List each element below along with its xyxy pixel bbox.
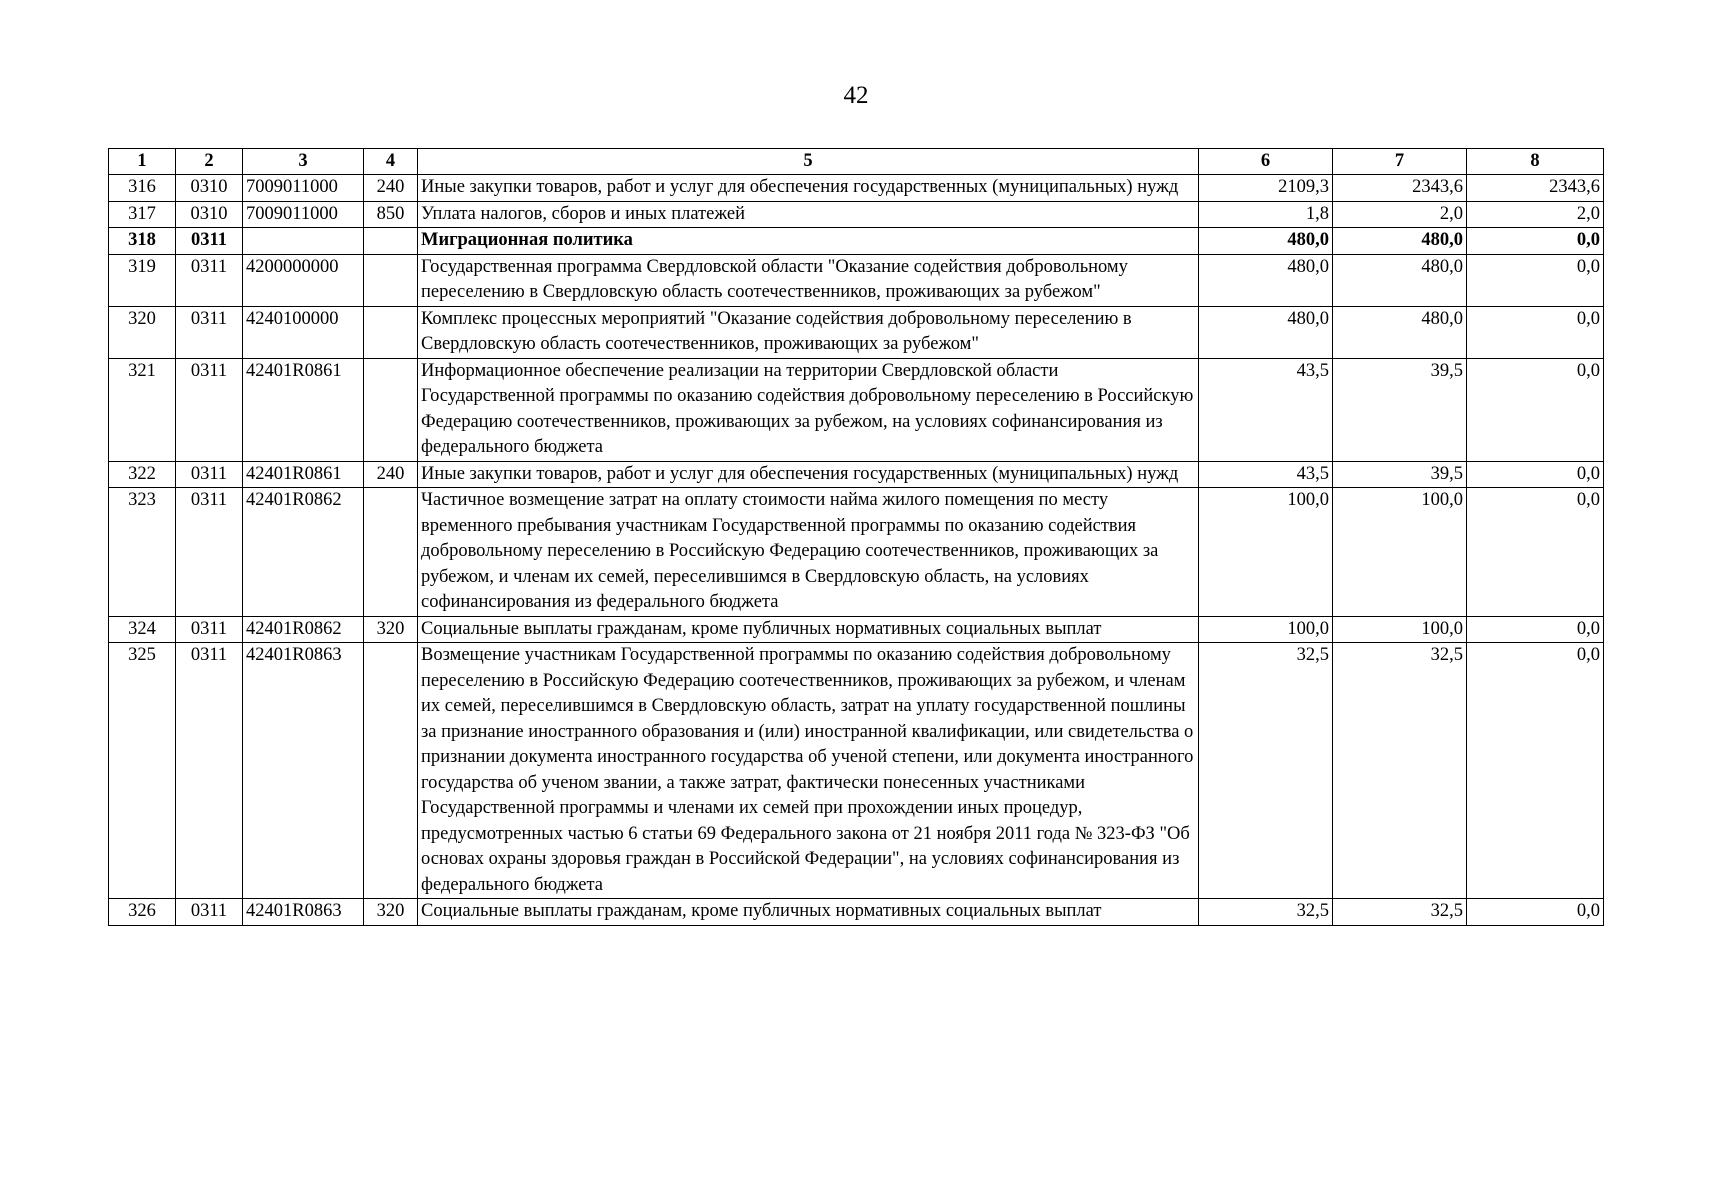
amount-col7-cell: 2,0 (1333, 201, 1467, 228)
section-code-cell: 0310 (176, 201, 243, 228)
header-col-4: 4 (364, 149, 418, 175)
table-row (109, 306, 1604, 358)
row-number-cell: 321 (109, 358, 176, 461)
header-col-3: 3 (243, 149, 364, 175)
amount-col7-cell: 39,5 (1333, 358, 1467, 461)
amount-col7-cell: 2343,6 (1333, 175, 1467, 202)
table-body (109, 175, 1604, 926)
amount-col7-cell: 100,0 (1333, 488, 1467, 617)
expense-kind-cell: 320 (364, 899, 418, 926)
amount-col8-cell: 0,0 (1467, 899, 1604, 926)
section-code-cell: 0311 (176, 461, 243, 488)
amount-col8-cell: 0,0 (1467, 488, 1604, 617)
item-name-cell: Возмещение участникам Государственной программы по оказанию содействия добровольному переселению в Российскую Федерацию соотечественников, проживающих за рубежом, и членам их семей, переселившимся в Свердловскую область, затрат на уплату государственной пошлины за признание иностранного образования и (или) иностранной квалификации, или свидетельства о признании документа иностранного государства об ученой степени, или документа иностранного государства об ученом звании, а также затрат, фактически понесенных участниками Государственной программы и членами их семей при прохождении иных процедур, предусмотренных частью 6 статьи 69 Федерального закона от 21 ноября 2011 года № 323-ФЗ "Об основах охраны здоровья граждан в Российской Федерации", на условиях софинансирования из федерального бюджета (418, 643, 1199, 899)
target-code-cell: 4200000000 (243, 254, 364, 306)
amount-col8-cell: 0,0 (1467, 228, 1604, 255)
header-col-6: 6 (1199, 149, 1333, 175)
target-code-cell: 42401R0861 (243, 358, 364, 461)
target-code-cell: 42401R0863 (243, 643, 364, 899)
amount-col6-cell: 2109,3 (1199, 175, 1333, 202)
table-row (109, 616, 1604, 643)
expense-kind-cell (364, 488, 418, 617)
amount-col8-cell: 0,0 (1467, 461, 1604, 488)
section-code-cell: 0311 (176, 616, 243, 643)
section-code-cell: 0311 (176, 488, 243, 617)
expense-kind-cell (364, 306, 418, 358)
expense-kind-cell (364, 254, 418, 306)
table-row (109, 899, 1604, 926)
item-name-cell: Иные закупки товаров, работ и услуг для обеспечения государственных (муниципальных) нужд (418, 461, 1199, 488)
table-row (109, 643, 1604, 899)
header-col-1: 1 (109, 149, 176, 175)
amount-col8-cell: 0,0 (1467, 616, 1604, 643)
row-number-cell: 317 (109, 201, 176, 228)
expense-kind-cell: 240 (364, 461, 418, 488)
amount-col8-cell: 2343,6 (1467, 175, 1604, 202)
target-code-cell: 7009011000 (243, 201, 364, 228)
table-row (109, 254, 1604, 306)
amount-col7-cell: 32,5 (1333, 899, 1467, 926)
item-name-cell: Миграционная политика (418, 228, 1199, 255)
table-row (109, 358, 1604, 461)
item-name-cell: Уплата налогов, сборов и иных платежей (418, 201, 1199, 228)
target-code-cell: 42401R0862 (243, 616, 364, 643)
item-name-cell: Социальные выплаты гражданам, кроме публичных нормативных социальных выплат (418, 616, 1199, 643)
header-row (109, 149, 1604, 175)
section-code-cell: 0310 (176, 175, 243, 202)
amount-col8-cell: 2,0 (1467, 201, 1604, 228)
expense-kind-cell (364, 228, 418, 255)
item-name-cell: Иные закупки товаров, работ и услуг для обеспечения государственных (муниципальных) нужд (418, 175, 1199, 202)
section-code-cell: 0311 (176, 254, 243, 306)
page-number: 42 (843, 82, 869, 109)
target-code-cell (243, 228, 364, 255)
target-code-cell: 42401R0863 (243, 899, 364, 926)
table-row (109, 488, 1604, 617)
header-col-2: 2 (176, 149, 243, 175)
row-number-cell: 320 (109, 306, 176, 358)
amount-col8-cell: 0,0 (1467, 306, 1604, 358)
table-row (109, 228, 1604, 255)
item-name-cell: Социальные выплаты гражданам, кроме публичных нормативных социальных выплат (418, 899, 1199, 926)
item-name-cell: Информационное обеспечение реализации на территории Свердловской области Государственной программы по оказанию содействия добровольному переселению в Российскую Федерацию соотечественников, проживающих за рубежом, на условиях софинансирования из федерального бюджета (418, 358, 1199, 461)
amount-col6-cell: 100,0 (1199, 616, 1333, 643)
row-number-cell: 324 (109, 616, 176, 643)
amount-col8-cell: 0,0 (1467, 643, 1604, 899)
table-row (109, 461, 1604, 488)
amount-col7-cell: 39,5 (1333, 461, 1467, 488)
amount-col6-cell: 480,0 (1199, 306, 1333, 358)
header-col-7: 7 (1333, 149, 1467, 175)
amount-col7-cell: 480,0 (1333, 228, 1467, 255)
amount-col6-cell: 100,0 (1199, 488, 1333, 617)
target-code-cell: 7009011000 (243, 175, 364, 202)
item-name-cell: Комплекс процессных мероприятий "Оказание содействия добровольному переселению в Свердловскую область соотечественников, проживающих за рубежом" (418, 306, 1199, 358)
expense-kind-cell: 240 (364, 175, 418, 202)
item-name-cell: Государственная программа Свердловской области "Оказание содействия добровольному переселению в Свердловскую область соотечественников, проживающих за рубежом" (418, 254, 1199, 306)
amount-col6-cell: 43,5 (1199, 358, 1333, 461)
row-number-cell: 325 (109, 643, 176, 899)
target-code-cell: 4240100000 (243, 306, 364, 358)
row-number-cell: 318 (109, 228, 176, 255)
header-col-5: 5 (418, 149, 1199, 175)
amount-col6-cell: 32,5 (1199, 643, 1333, 899)
amount-col6-cell: 480,0 (1199, 254, 1333, 306)
item-name-cell: Частичное возмещение затрат на оплату стоимости найма жилого помещения по месту временного пребывания участникам Государственной программы по оказанию содействия добровольному переселению в Российскую Федерацию соотечественников, проживающих за рубежом, и членам их семей, переселившимся в Свердловскую область, на условиях софинансирования из федерального бюджета (418, 488, 1199, 617)
row-number-cell: 322 (109, 461, 176, 488)
amount-col7-cell: 100,0 (1333, 616, 1467, 643)
amount-col8-cell: 0,0 (1467, 358, 1604, 461)
row-number-cell: 316 (109, 175, 176, 202)
header-col-8: 8 (1467, 149, 1604, 175)
amount-col6-cell: 32,5 (1199, 899, 1333, 926)
section-code-cell: 0311 (176, 899, 243, 926)
expense-kind-cell (364, 358, 418, 461)
table-row (109, 175, 1604, 202)
expense-kind-cell: 320 (364, 616, 418, 643)
amount-col8-cell: 0,0 (1467, 254, 1604, 306)
amount-col7-cell: 480,0 (1333, 306, 1467, 358)
row-number-cell: 326 (109, 899, 176, 926)
section-code-cell: 0311 (176, 306, 243, 358)
expense-kind-cell: 850 (364, 201, 418, 228)
amount-col6-cell: 43,5 (1199, 461, 1333, 488)
table-row (109, 201, 1604, 228)
target-code-cell: 42401R0861 (243, 461, 364, 488)
row-number-cell: 323 (109, 488, 176, 617)
section-code-cell: 0311 (176, 228, 243, 255)
amount-col7-cell: 480,0 (1333, 254, 1467, 306)
amount-col6-cell: 1,8 (1199, 201, 1333, 228)
amount-col6-cell: 480,0 (1199, 228, 1333, 255)
budget-table (108, 148, 1604, 926)
expense-kind-cell (364, 643, 418, 899)
amount-col7-cell: 32,5 (1333, 643, 1467, 899)
target-code-cell: 42401R0862 (243, 488, 364, 617)
row-number-cell: 319 (109, 254, 176, 306)
section-code-cell: 0311 (176, 358, 243, 461)
section-code-cell: 0311 (176, 643, 243, 899)
